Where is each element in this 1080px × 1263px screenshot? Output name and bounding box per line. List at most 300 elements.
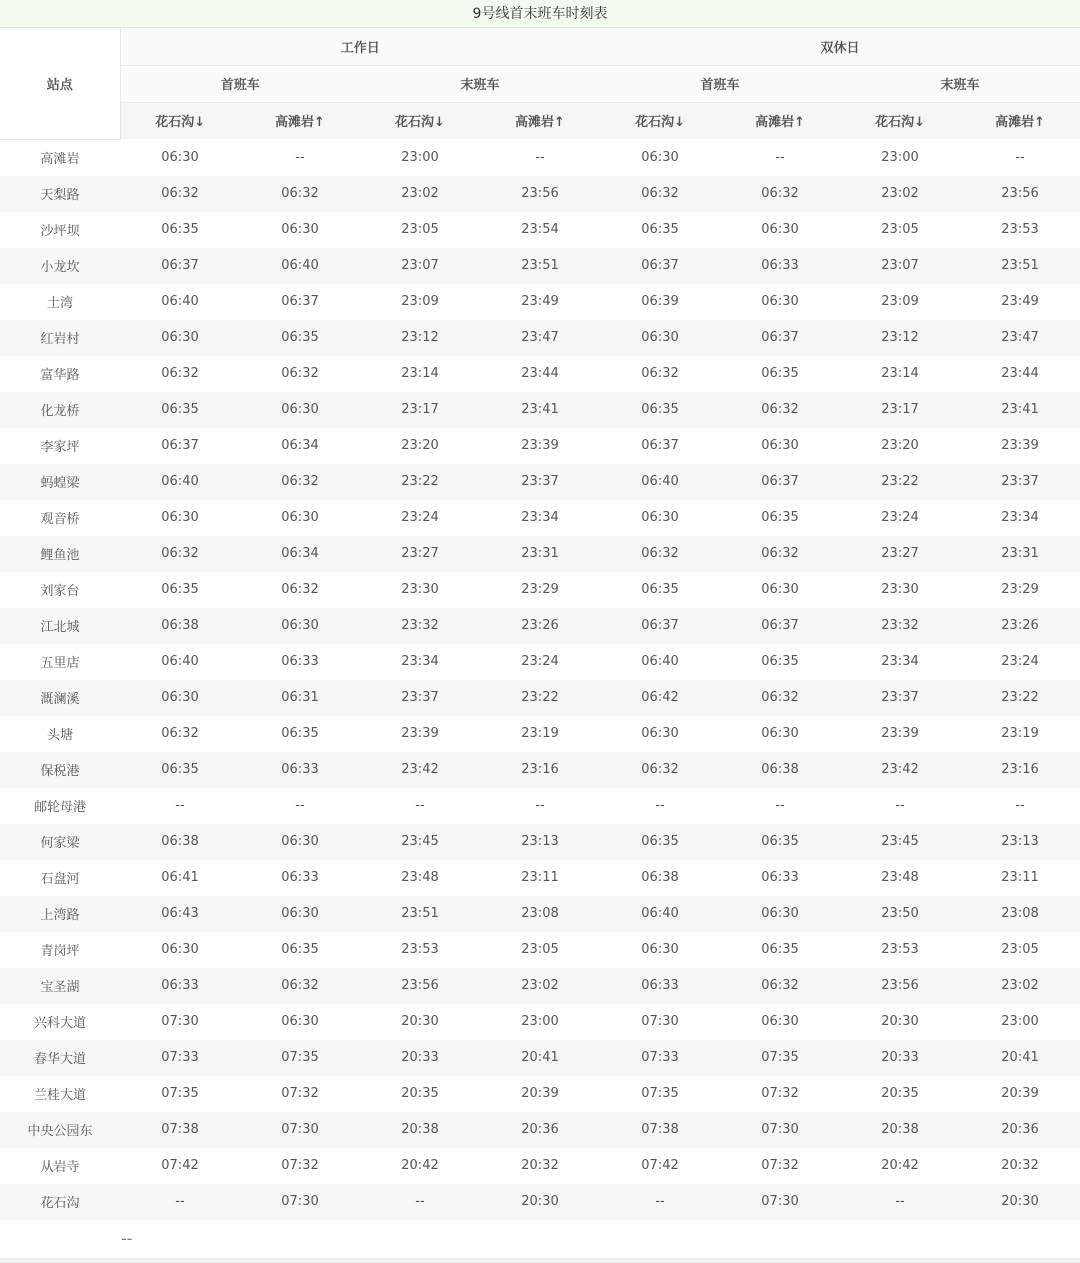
table-row (0, 968, 1080, 1004)
time-cell: 20:38 (360, 1112, 480, 1148)
time-cell: 06:32 (720, 680, 840, 716)
station-name: 溉澜溪 (0, 680, 120, 716)
time-cell: 23:24 (480, 644, 600, 680)
table-row (0, 572, 1080, 608)
time-cell: 06:35 (600, 824, 720, 860)
station-name: 蚂蝗梁 (0, 464, 120, 500)
time-cell: 06:38 (120, 608, 240, 644)
time-cell: 23:47 (960, 320, 1080, 356)
time-cell: 06:32 (240, 464, 360, 500)
time-cell: 23:26 (480, 608, 600, 644)
time-cell: 20:30 (480, 1184, 600, 1220)
time-cell: 06:34 (240, 428, 360, 464)
table-row (0, 500, 1080, 536)
station-name: 花石沟 (0, 1184, 120, 1220)
time-cell: 06:30 (720, 284, 840, 320)
time-cell: -- (480, 139, 600, 176)
station-name: 土湾 (0, 284, 120, 320)
station-name: 天梨路 (0, 176, 120, 212)
direction-header-down: 花石沟↓ (120, 102, 240, 139)
time-cell: 06:35 (120, 752, 240, 788)
time-cell: 06:35 (720, 500, 840, 536)
station-name: 鲤鱼池 (0, 536, 120, 572)
time-cell: 23:09 (840, 284, 960, 320)
time-cell: 23:13 (960, 824, 1080, 860)
time-cell: -- (360, 788, 480, 824)
table-row (0, 284, 1080, 320)
time-cell: 06:30 (240, 824, 360, 860)
time-cell: 06:35 (720, 932, 840, 968)
time-cell: 23:24 (960, 644, 1080, 680)
time-cell: 06:30 (240, 392, 360, 428)
time-cell: -- (720, 139, 840, 176)
time-cell: 20:41 (960, 1040, 1080, 1076)
table-row (0, 1040, 1080, 1076)
time-cell: 23:00 (480, 1004, 600, 1040)
weekend-header: 双休日 (600, 28, 1080, 65)
timetable-title: 9号线首末班车时刻表 (0, 0, 1080, 28)
time-cell: 06:35 (600, 392, 720, 428)
time-cell: 23:51 (480, 248, 600, 284)
table-row (0, 788, 1080, 824)
time-cell: 23:14 (840, 356, 960, 392)
time-cell: 23:47 (480, 320, 600, 356)
time-cell: 23:32 (360, 608, 480, 644)
time-cell: 23:39 (360, 716, 480, 752)
time-cell: 23:37 (480, 464, 600, 500)
table-row (0, 212, 1080, 248)
workday-header: 工作日 (120, 28, 600, 65)
time-cell: 06:30 (720, 572, 840, 608)
time-cell: 23:22 (360, 464, 480, 500)
time-cell: -- (240, 139, 360, 176)
time-cell: 06:32 (120, 716, 240, 752)
time-cell: 06:30 (240, 212, 360, 248)
time-cell: 23:08 (960, 896, 1080, 932)
time-cell: 06:37 (600, 248, 720, 284)
time-cell: 06:35 (240, 932, 360, 968)
time-cell: 06:31 (240, 680, 360, 716)
station-name: 五里店 (0, 644, 120, 680)
station-name: 刘家台 (0, 572, 120, 608)
time-cell: 06:35 (600, 572, 720, 608)
time-cell: -- (840, 788, 960, 824)
time-cell: 20:36 (960, 1112, 1080, 1148)
station-name: 高滩岩 (0, 139, 120, 176)
time-cell: 06:30 (600, 320, 720, 356)
time-cell: 23:24 (840, 500, 960, 536)
time-cell: 23:27 (360, 536, 480, 572)
time-cell: 23:11 (960, 860, 1080, 896)
time-cell: 06:33 (120, 968, 240, 1004)
time-cell: 06:32 (240, 176, 360, 212)
time-cell: 23:44 (480, 356, 600, 392)
time-cell: 07:30 (600, 1004, 720, 1040)
station-name: 宝圣湖 (0, 968, 120, 1004)
station-name: 上湾路 (0, 896, 120, 932)
time-cell: 23:34 (960, 500, 1080, 536)
time-cell: 23:17 (360, 392, 480, 428)
station-name: 石盘河 (0, 860, 120, 896)
time-cell: 06:33 (600, 968, 720, 1004)
time-cell: 06:33 (720, 248, 840, 284)
time-cell: 20:42 (840, 1148, 960, 1184)
time-cell: 06:30 (720, 716, 840, 752)
time-cell: 20:30 (840, 1004, 960, 1040)
time-cell: 20:41 (480, 1040, 600, 1076)
time-cell: 06:37 (720, 320, 840, 356)
time-cell: 23:16 (480, 752, 600, 788)
time-cell: 23:34 (360, 644, 480, 680)
time-cell: 20:35 (360, 1076, 480, 1112)
time-cell: 23:56 (960, 176, 1080, 212)
time-cell: 23:05 (360, 212, 480, 248)
table-row (0, 644, 1080, 680)
time-cell: 06:37 (720, 608, 840, 644)
direction-header-up: 高滩岩↑ (480, 102, 600, 139)
station-name: 兴科大道 (0, 1004, 120, 1040)
time-cell: 06:35 (720, 644, 840, 680)
time-cell: 23:22 (480, 680, 600, 716)
table-row (0, 392, 1080, 428)
table-row (0, 1076, 1080, 1112)
time-cell: 20:38 (840, 1112, 960, 1148)
time-cell: 06:35 (240, 716, 360, 752)
time-cell: 23:49 (480, 284, 600, 320)
time-cell: 07:32 (720, 1148, 840, 1184)
time-cell: 07:32 (720, 1076, 840, 1112)
direction-header-up: 高滩岩↑ (720, 102, 840, 139)
time-cell: 06:30 (720, 212, 840, 248)
time-cell: 06:32 (120, 536, 240, 572)
time-cell: 06:30 (600, 139, 720, 176)
time-cell: 23:02 (960, 968, 1080, 1004)
station-name: 中央公园东 (0, 1112, 120, 1148)
time-cell: 06:30 (240, 1004, 360, 1040)
time-cell: 07:32 (240, 1076, 360, 1112)
time-cell: 06:35 (120, 212, 240, 248)
time-cell: -- (960, 139, 1080, 176)
time-cell: 06:30 (600, 716, 720, 752)
time-cell: 20:36 (480, 1112, 600, 1148)
direction-header-down: 花石沟↓ (600, 102, 720, 139)
time-cell: 06:37 (600, 428, 720, 464)
workday-last-train-header: 末班车 (360, 65, 600, 102)
time-cell: 23:30 (840, 572, 960, 608)
table-row (0, 608, 1080, 644)
station-name: 从岩寺 (0, 1148, 120, 1184)
station-name: 邮轮母港 (0, 788, 120, 824)
time-cell: 07:35 (120, 1076, 240, 1112)
time-cell: 06:37 (120, 248, 240, 284)
time-cell: 06:33 (240, 752, 360, 788)
time-cell: 23:11 (480, 860, 600, 896)
time-cell: 06:40 (600, 896, 720, 932)
time-cell: 23:19 (960, 716, 1080, 752)
station-name: 兰桂大道 (0, 1076, 120, 1112)
time-cell: 06:30 (720, 896, 840, 932)
time-cell: 06:32 (720, 176, 840, 212)
time-cell: 06:32 (120, 176, 240, 212)
time-cell: 23:12 (840, 320, 960, 356)
time-cell: 23:48 (840, 860, 960, 896)
time-cell: 23:51 (960, 248, 1080, 284)
time-cell: 23:31 (480, 536, 600, 572)
time-cell: 23:08 (480, 896, 600, 932)
time-cell: -- (120, 788, 240, 824)
timetable (0, 28, 1080, 1258)
station-name: 保税港 (0, 752, 120, 788)
table-row (0, 824, 1080, 860)
time-cell: 06:30 (120, 320, 240, 356)
time-cell: 20:42 (360, 1148, 480, 1184)
table-row (0, 356, 1080, 392)
time-cell: 23:31 (960, 536, 1080, 572)
time-cell: 06:35 (120, 392, 240, 428)
time-cell: 07:33 (120, 1040, 240, 1076)
bottom-border (0, 1258, 1080, 1263)
time-cell: 06:35 (120, 572, 240, 608)
time-cell: 20:30 (960, 1184, 1080, 1220)
time-cell: 06:32 (240, 572, 360, 608)
time-cell: 06:32 (240, 968, 360, 1004)
footer-note: -- (121, 1229, 133, 1248)
time-cell: 06:33 (720, 860, 840, 896)
time-cell: 23:00 (960, 1004, 1080, 1040)
time-cell: -- (600, 1184, 720, 1220)
time-cell: 20:30 (360, 1004, 480, 1040)
time-cell: 23:42 (840, 752, 960, 788)
station-name: 头塘 (0, 716, 120, 752)
time-cell: -- (360, 1184, 480, 1220)
time-cell: 06:30 (120, 680, 240, 716)
station-name: 江北城 (0, 608, 120, 644)
time-cell: 23:41 (960, 392, 1080, 428)
footer-row (0, 1220, 1080, 1258)
time-cell: 23:05 (480, 932, 600, 968)
time-cell: 06:39 (600, 284, 720, 320)
time-cell: 07:42 (600, 1148, 720, 1184)
time-cell: 20:33 (840, 1040, 960, 1076)
time-cell: 23:26 (960, 608, 1080, 644)
time-cell: 06:30 (120, 932, 240, 968)
station-name: 李家坪 (0, 428, 120, 464)
table-row (0, 752, 1080, 788)
table-row (0, 860, 1080, 896)
time-cell: 20:32 (960, 1148, 1080, 1184)
table-row (0, 1004, 1080, 1040)
time-cell: 06:32 (240, 356, 360, 392)
time-cell: 23:53 (840, 932, 960, 968)
time-cell: -- (240, 788, 360, 824)
timetable-header (0, 28, 1080, 139)
station-name: 红岩村 (0, 320, 120, 356)
time-cell: 20:35 (840, 1076, 960, 1112)
time-cell: 23:53 (360, 932, 480, 968)
time-cell: 06:38 (600, 860, 720, 896)
time-cell: -- (120, 1184, 240, 1220)
time-cell: 23:02 (360, 176, 480, 212)
time-cell: 23:16 (960, 752, 1080, 788)
time-cell: -- (960, 788, 1080, 824)
station-name: 观音桥 (0, 500, 120, 536)
time-cell: 23:22 (840, 464, 960, 500)
direction-header-up: 高滩岩↑ (960, 102, 1080, 139)
time-cell: 23:05 (840, 212, 960, 248)
time-cell: 06:30 (240, 896, 360, 932)
time-cell: 23:02 (480, 968, 600, 1004)
time-cell: 23:00 (360, 139, 480, 176)
time-cell: 23:19 (480, 716, 600, 752)
time-cell: 23:17 (840, 392, 960, 428)
direction-header-down: 花石沟↓ (360, 102, 480, 139)
time-cell: 23:34 (840, 644, 960, 680)
station-name: 青岗坪 (0, 932, 120, 968)
station-name: 春华大道 (0, 1040, 120, 1076)
time-cell: -- (720, 788, 840, 824)
time-cell: 06:35 (240, 320, 360, 356)
time-cell: 06:35 (600, 212, 720, 248)
time-cell: 07:35 (720, 1040, 840, 1076)
time-cell: 07:30 (720, 1112, 840, 1148)
time-cell: 23:13 (480, 824, 600, 860)
station-column-header: 站点 (0, 28, 120, 139)
time-cell: 23:07 (840, 248, 960, 284)
time-cell: 06:30 (120, 139, 240, 176)
time-cell: 06:35 (720, 824, 840, 860)
station-name: 富华路 (0, 356, 120, 392)
time-cell: 06:42 (600, 680, 720, 716)
table-row (0, 896, 1080, 932)
time-cell: 06:40 (240, 248, 360, 284)
time-cell: 23:42 (360, 752, 480, 788)
time-cell: 07:35 (240, 1040, 360, 1076)
workday-first-train-header: 首班车 (120, 65, 360, 102)
time-cell: 23:50 (840, 896, 960, 932)
time-cell: 23:29 (480, 572, 600, 608)
time-cell: 06:35 (720, 356, 840, 392)
time-cell: 06:33 (240, 644, 360, 680)
time-cell: 06:43 (120, 896, 240, 932)
table-row (0, 1148, 1080, 1184)
time-cell: 06:37 (240, 284, 360, 320)
time-cell: 20:33 (360, 1040, 480, 1076)
station-name: 小龙坎 (0, 248, 120, 284)
weekend-first-train-header: 首班车 (600, 65, 840, 102)
time-cell: 23:41 (480, 392, 600, 428)
table-row (0, 320, 1080, 356)
time-cell: 06:40 (600, 464, 720, 500)
time-cell: 06:32 (600, 536, 720, 572)
time-cell: 23:39 (960, 428, 1080, 464)
time-cell: 06:30 (240, 608, 360, 644)
time-cell: 20:39 (480, 1076, 600, 1112)
time-cell: 06:41 (120, 860, 240, 896)
table-row (0, 1112, 1080, 1148)
footer-cell-empty (0, 1220, 120, 1258)
time-cell: 06:38 (720, 752, 840, 788)
time-cell: 06:32 (120, 356, 240, 392)
time-cell: 23:56 (840, 968, 960, 1004)
time-cell: 23:05 (960, 932, 1080, 968)
time-cell: 07:38 (120, 1112, 240, 1148)
time-cell: 23:07 (360, 248, 480, 284)
table-row (0, 139, 1080, 176)
time-cell: 23:00 (840, 139, 960, 176)
time-cell: 23:14 (360, 356, 480, 392)
table-row (0, 1184, 1080, 1220)
time-cell: 06:33 (240, 860, 360, 896)
time-cell: 07:42 (120, 1148, 240, 1184)
station-name: 沙坪坝 (0, 212, 120, 248)
time-cell: 06:30 (720, 1004, 840, 1040)
time-cell: 23:29 (960, 572, 1080, 608)
time-cell: 23:49 (960, 284, 1080, 320)
time-cell: 23:45 (840, 824, 960, 860)
timetable-body (0, 139, 1080, 1220)
time-cell: 23:24 (360, 500, 480, 536)
time-cell: 06:40 (120, 464, 240, 500)
table-row (0, 176, 1080, 212)
time-cell: 06:40 (120, 284, 240, 320)
time-cell: -- (480, 788, 600, 824)
time-cell: 06:30 (240, 500, 360, 536)
time-cell: 06:32 (720, 536, 840, 572)
time-cell: 23:39 (840, 716, 960, 752)
time-cell: 23:48 (360, 860, 480, 896)
time-cell: 23:34 (480, 500, 600, 536)
time-cell: 23:22 (960, 680, 1080, 716)
time-cell: 07:38 (600, 1112, 720, 1148)
time-cell: 23:12 (360, 320, 480, 356)
table-row (0, 680, 1080, 716)
weekend-last-train-header: 末班车 (840, 65, 1080, 102)
station-name: 化龙桥 (0, 392, 120, 428)
time-cell: 23:54 (480, 212, 600, 248)
time-cell: 23:02 (840, 176, 960, 212)
time-cell: 20:39 (960, 1076, 1080, 1112)
time-cell: 07:30 (120, 1004, 240, 1040)
table-row (0, 536, 1080, 572)
time-cell: 06:34 (240, 536, 360, 572)
time-cell: 06:37 (720, 464, 840, 500)
time-cell: 23:39 (480, 428, 600, 464)
time-cell: 23:37 (840, 680, 960, 716)
time-cell: 23:37 (360, 680, 480, 716)
time-cell: 06:32 (600, 176, 720, 212)
time-cell: 06:30 (120, 500, 240, 536)
table-row (0, 428, 1080, 464)
time-cell: 23:51 (360, 896, 480, 932)
time-cell: 23:45 (360, 824, 480, 860)
time-cell: 06:30 (720, 428, 840, 464)
time-cell: -- (840, 1184, 960, 1220)
time-cell: 23:44 (960, 356, 1080, 392)
time-cell: 23:09 (360, 284, 480, 320)
time-cell: 06:38 (120, 824, 240, 860)
time-cell: 07:35 (600, 1076, 720, 1112)
time-cell: 06:32 (720, 392, 840, 428)
time-cell: 23:53 (960, 212, 1080, 248)
time-cell: 06:37 (600, 608, 720, 644)
time-cell: 07:30 (240, 1184, 360, 1220)
time-cell: 23:56 (360, 968, 480, 1004)
time-cell: 06:30 (600, 932, 720, 968)
direction-header-up: 高滩岩↑ (240, 102, 360, 139)
time-cell: 23:56 (480, 176, 600, 212)
table-row (0, 932, 1080, 968)
time-cell: 06:32 (600, 752, 720, 788)
